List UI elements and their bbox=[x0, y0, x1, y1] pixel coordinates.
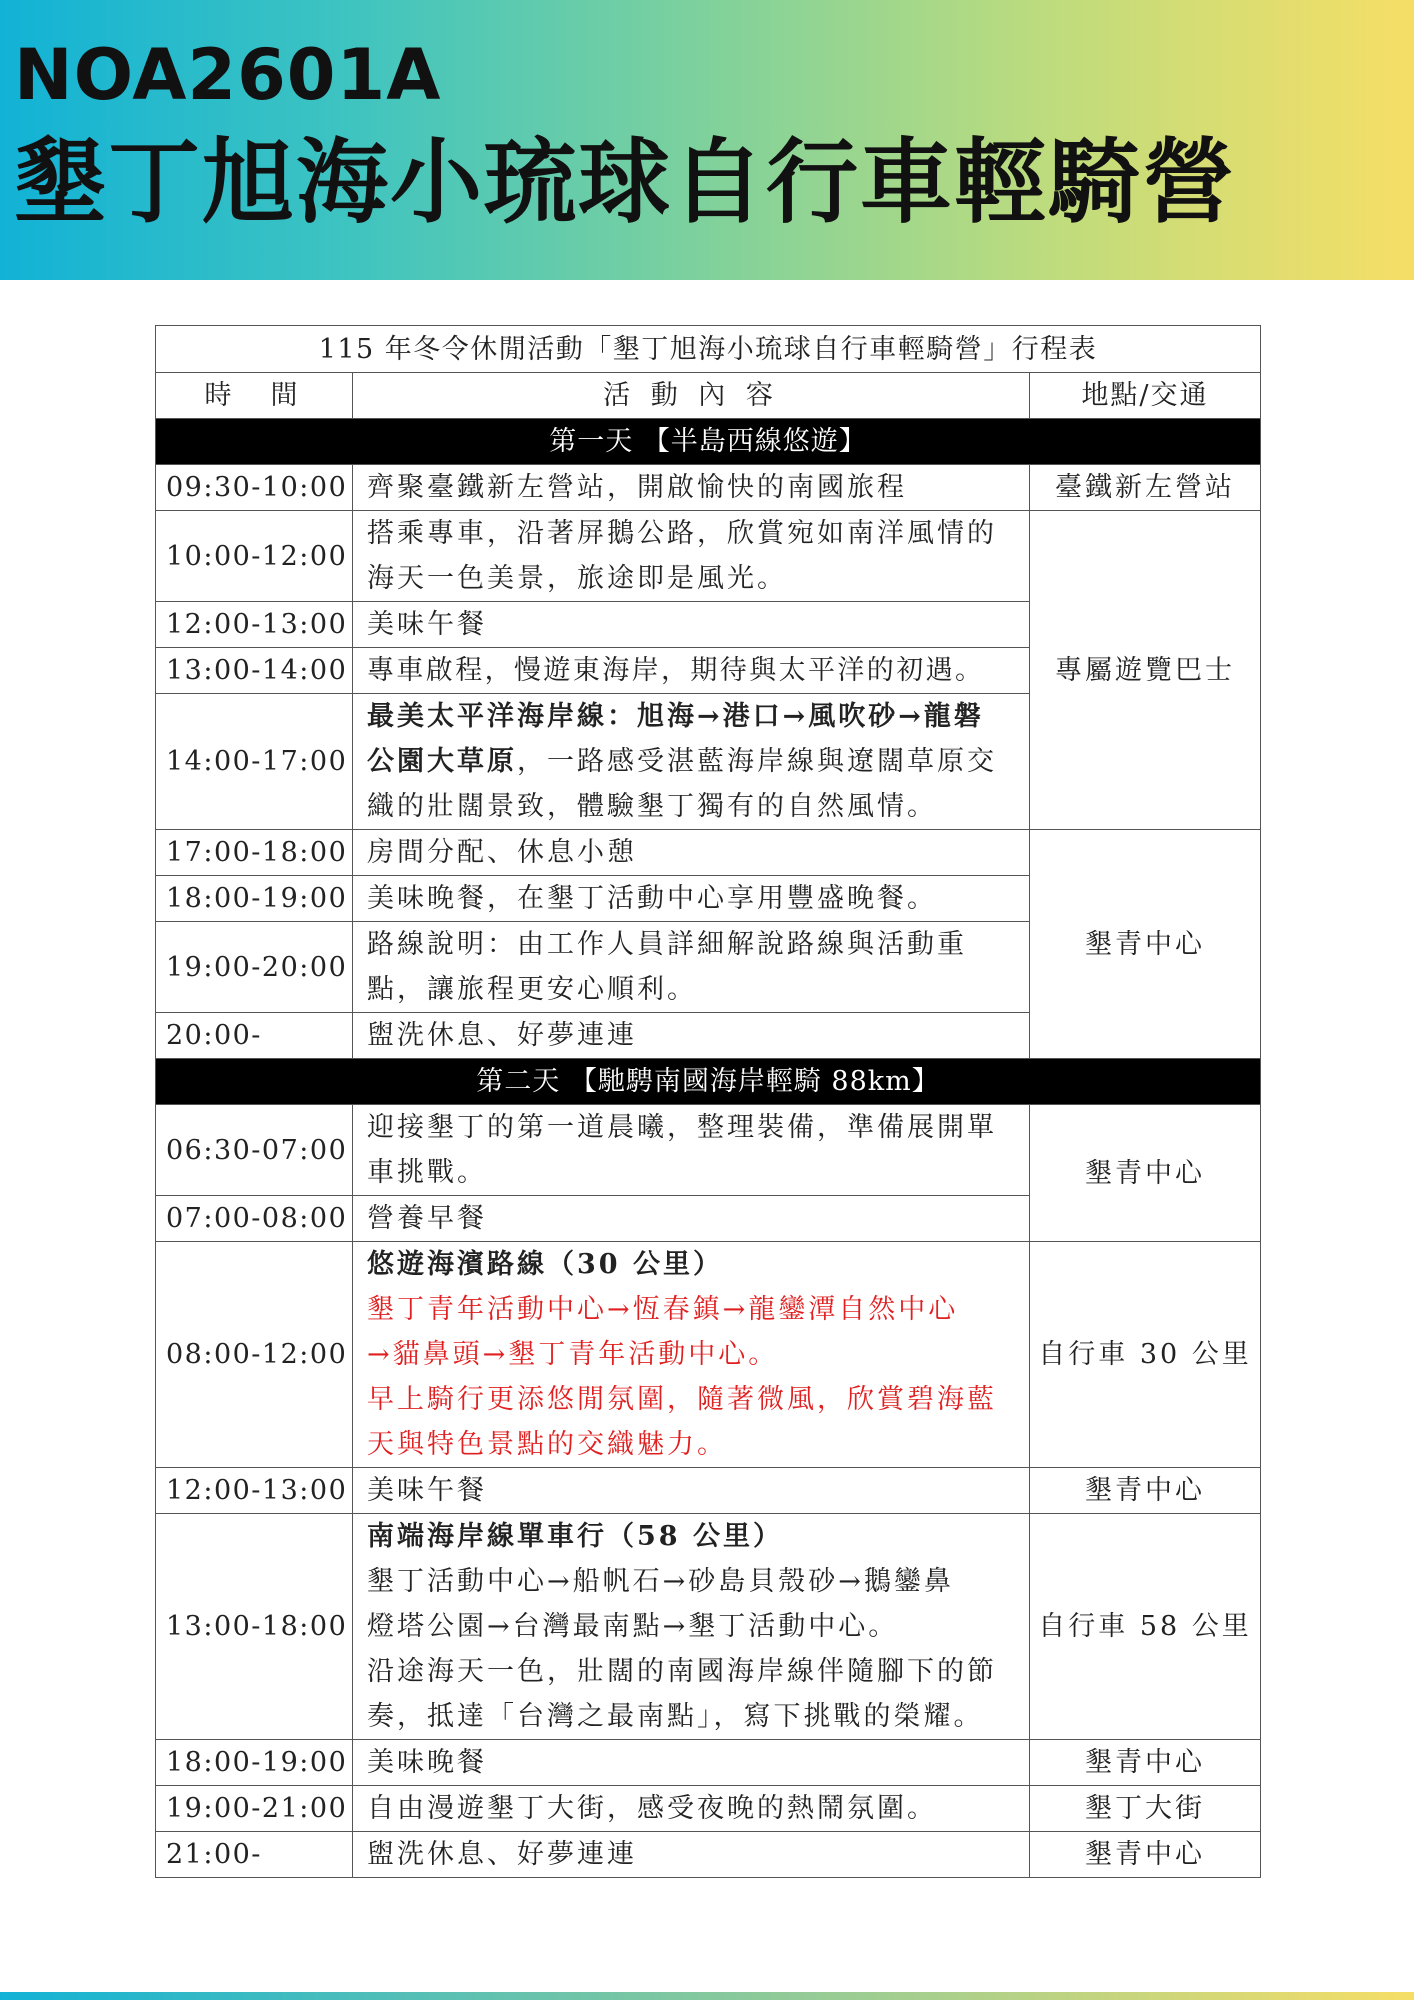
title-banner bbox=[0, 0, 1414, 280]
row-activity bbox=[353, 1514, 1030, 1740]
row-time: 21:00- bbox=[156, 1832, 353, 1878]
table-row bbox=[156, 1242, 1261, 1468]
activity-line: 織的壯闊景致，體驗墾丁獨有的自然風情。 bbox=[367, 791, 937, 822]
header-activity: 活 動 內 容 bbox=[353, 373, 1030, 419]
day1-title: 第一天 【半島西線悠遊】 bbox=[156, 419, 1261, 465]
route-heading: 南端海岸線單車行（58 公里） bbox=[367, 1521, 783, 1552]
row-activity: 盥洗休息、好夢連連 bbox=[353, 1013, 1030, 1059]
program-code: NOA2601A bbox=[14, 34, 442, 116]
activity-line: 海天一色美景，旅途即是風光。 bbox=[367, 563, 787, 594]
row-activity bbox=[353, 922, 1030, 1013]
activity-line: 燈塔公園→台灣最南點→墾丁活動中心。 bbox=[367, 1611, 899, 1642]
row-time: 13:00-14:00 bbox=[156, 648, 353, 694]
row-activity: 美味晚餐 bbox=[353, 1740, 1030, 1786]
row-activity bbox=[353, 694, 1030, 830]
row-time: 06:30-07:00 bbox=[156, 1105, 353, 1196]
row-time: 13:00-18:00 bbox=[156, 1514, 353, 1740]
row-location: 臺鐵新左營站 bbox=[1030, 465, 1261, 511]
row-time: 09:30-10:00 bbox=[156, 465, 353, 511]
header-time: 時 間 bbox=[156, 373, 353, 419]
table-row bbox=[156, 1786, 1261, 1832]
table-caption: 115 年冬令休閒活動「墾丁旭海小琉球自行車輕騎營」行程表 bbox=[156, 326, 1261, 373]
activity-line: 迎接墾丁的第一道晨曦，整理裝備，準備展開單 bbox=[367, 1112, 997, 1143]
row-location: 墾青中心 bbox=[1030, 830, 1261, 1059]
row-location: 自行車 58 公里 bbox=[1030, 1514, 1261, 1740]
row-location: 墾青中心 bbox=[1030, 1468, 1261, 1514]
row-activity: 房間分配、休息小憩 bbox=[353, 830, 1030, 876]
row-activity: 自由漫遊墾丁大街，感受夜晚的熱鬧氛圍。 bbox=[353, 1786, 1030, 1832]
row-activity: 美味午餐 bbox=[353, 602, 1030, 648]
bottom-accent-bar bbox=[0, 1992, 1414, 2000]
row-time: 17:00-18:00 bbox=[156, 830, 353, 876]
table-row bbox=[156, 830, 1261, 876]
activity-line: ，一路感受湛藍海岸線與遼闊草原交 bbox=[517, 746, 997, 777]
program-title: 墾丁旭海小琉球自行車輕騎營 bbox=[14, 129, 1237, 236]
row-time: 12:00-13:00 bbox=[156, 1468, 353, 1514]
day2-title: 第二天 【馳騁南國海岸輕騎 88km】 bbox=[156, 1059, 1261, 1105]
header-location: 地點/交通 bbox=[1030, 373, 1261, 419]
row-activity: 齊聚臺鐵新左營站，開啟愉快的南國旅程 bbox=[353, 465, 1030, 511]
table-row bbox=[156, 1740, 1261, 1786]
table-row bbox=[156, 1468, 1261, 1514]
table-row bbox=[156, 1105, 1261, 1196]
table-row bbox=[156, 511, 1261, 602]
row-activity: 美味晚餐，在墾丁活動中心享用豐盛晚餐。 bbox=[353, 876, 1030, 922]
row-time: 19:00-21:00 bbox=[156, 1786, 353, 1832]
row-activity: 美味午餐 bbox=[353, 1468, 1030, 1514]
route-heading: 悠遊海濱路線（30 公里） bbox=[367, 1249, 723, 1280]
route-line: 早上騎行更添悠閒氛圍，隨著微風，欣賞碧海藍 bbox=[367, 1384, 997, 1415]
activity-line: 路線說明：由工作人員詳細解說路線與活動重 bbox=[367, 929, 967, 960]
row-time: 10:00-12:00 bbox=[156, 511, 353, 602]
row-activity: 盥洗休息、好夢連連 bbox=[353, 1832, 1030, 1878]
route-line: 墾丁青年活動中心→恆春鎮→龍鑾潭自然中心 bbox=[367, 1294, 959, 1325]
row-activity bbox=[353, 511, 1030, 602]
row-activity: 專車啟程，慢遊東海岸，期待與太平洋的初遇。 bbox=[353, 648, 1030, 694]
activity-highlight: 公園大草原 bbox=[367, 746, 517, 777]
row-location: 墾青中心 bbox=[1030, 1105, 1261, 1242]
row-location: 墾青中心 bbox=[1030, 1832, 1261, 1878]
row-activity: 營養早餐 bbox=[353, 1196, 1030, 1242]
activity-highlight: 最美太平洋海岸線：旭海→港口→風吹砂→龍磐 bbox=[367, 701, 984, 732]
activity-line: 搭乘專車，沿著屏鵝公路，欣賞宛如南洋風情的 bbox=[367, 518, 997, 549]
activity-line: 墾丁活動中心→船帆石→砂島貝殼砂→鵝鑾鼻 bbox=[367, 1566, 954, 1597]
row-time: 14:00-17:00 bbox=[156, 694, 353, 830]
table-row bbox=[156, 465, 1261, 511]
row-time: 18:00-19:00 bbox=[156, 876, 353, 922]
activity-line: 沿途海天一色，壯闊的南國海岸線伴隨腳下的節 bbox=[367, 1656, 997, 1687]
activity-line: 車挑戰。 bbox=[367, 1157, 487, 1188]
activity-line: 點，讓旅程更安心順利。 bbox=[367, 974, 697, 1005]
row-activity bbox=[353, 1242, 1030, 1468]
row-time: 07:00-08:00 bbox=[156, 1196, 353, 1242]
row-activity bbox=[353, 1105, 1030, 1196]
row-time: 20:00- bbox=[156, 1013, 353, 1059]
route-line: 天與特色景點的交織魅力。 bbox=[367, 1429, 727, 1460]
route-line: →貓鼻頭→墾丁青年活動中心。 bbox=[367, 1339, 779, 1370]
row-location: 專屬遊覽巴士 bbox=[1030, 511, 1261, 830]
row-location: 墾青中心 bbox=[1030, 1740, 1261, 1786]
activity-line: 奏，抵達「台灣之最南點」，寫下挑戰的榮耀。 bbox=[367, 1701, 984, 1732]
itinerary-table bbox=[155, 325, 1261, 1878]
row-time: 08:00-12:00 bbox=[156, 1242, 353, 1468]
row-time: 18:00-19:00 bbox=[156, 1740, 353, 1786]
row-location: 自行車 30 公里 bbox=[1030, 1242, 1261, 1468]
table-row bbox=[156, 1514, 1261, 1740]
row-location: 墾丁大街 bbox=[1030, 1786, 1261, 1832]
row-time: 12:00-13:00 bbox=[156, 602, 353, 648]
table-row bbox=[156, 1832, 1261, 1878]
row-time: 19:00-20:00 bbox=[156, 922, 353, 1013]
